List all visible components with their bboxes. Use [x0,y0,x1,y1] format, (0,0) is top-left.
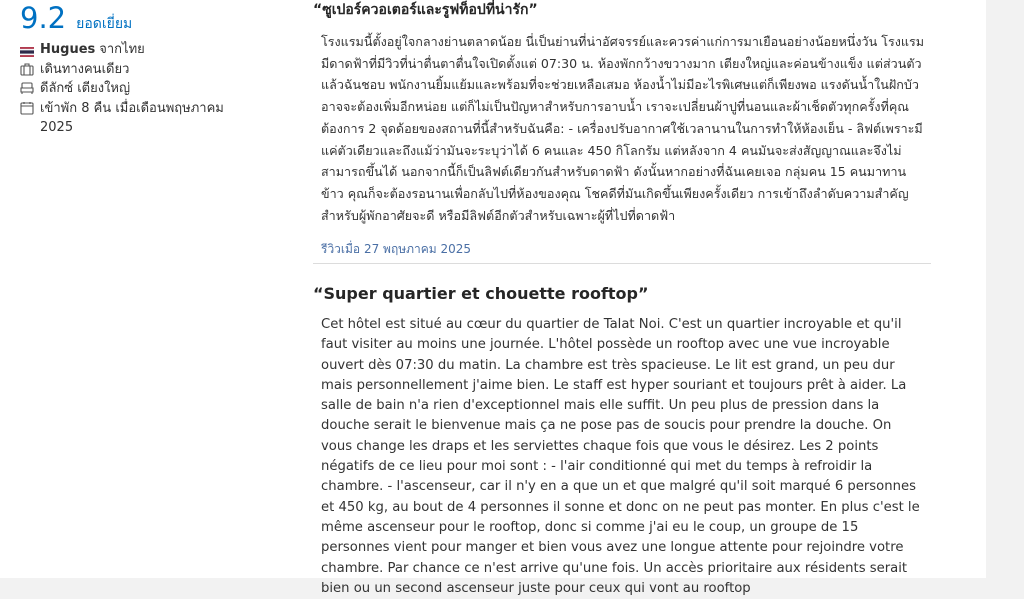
review-date: รีวิวเมื่อ 27 พฤษภาคม 2025 [321,242,472,257]
review-body: Cet hôtel est situé au cœur du quartier de Talat Noi. C'est un quartier incroyable et qu'il faut visiter au moins une journée. L'hôtel possède un rooftop avec une vue incroyable ouvert dès 07:30 du matin. La chambre est très spacieuse. Le lit est grand, un peu dur mais personnellement j'aime bien. Le staff est hyper souriant et toujours prêt à aider. La salle de bain n'a rien d'exceptionnel mais elle suffit. Un peu plus de pression dans la douche serait le bienvenue mais ça ne pose pas de soucis pour prendre la douche. On vous change les draps et les serviettes chaque fois que vous le désirez. Les 2 points négatifs de ce lieu pour moi sont : - l'air conditionné qui met du temps à refroidir la chambre. - l'ascenseur, car il n'y en a que un et que malgré qu'il soit marqué 6 personnes et 450 kg, au bout de 4 personnes il sonne et donc on ne peut pas monter. En plus c'est le même ascenseur pour le rooftop, donc si comme j'ai eu le coup, un groupe de 15 personnes vient pour manger et bien vous avez une longue attente pour rejoindre votre chambre. Par chance ce n'est arrive qu'une fois. Un accès prioritaire aux résidents serait bien ou un second ascenseur juste pour ceux qui vont au rooftop [321,317,920,596]
calendar-icon [20,101,34,115]
room-type-row [20,79,260,99]
bed-icon [20,81,34,95]
room-type: ดีลักซ์ เตียงใหญ่ [40,81,131,96]
traveler-type-row [20,60,260,80]
reviewer-row [20,40,260,60]
thailand-flag-icon [20,45,34,59]
review-body: โรงแรมนี้ตั้งอยู่ใจกลางย่านตลาดน้อย นี่เป็นย่านที่น่าอัศจรรย์และควรค่าแก่การมาเยือนอย่างน้อยหนึ่งวัน โรงแรมมีดาดฟ้าที่มีวิวที่น่าตื่นตาตื่นใจเปิดตั้งแต่ 07:30 น. ห้องพักกว้างขวางมาก เตียงใหญ่และค่อนข้างแข็ง แต่ส่วนตัวแล้วฉันชอบ พนักงานยิ้มแย้มและพร้อมที่จะช่วยเหลือเสมอ ห้องน้ำไม่มีอะไรพิเศษแต่ก็เพียงพอ แรงดันน้ำในฝักบัวอาจจะต้องเพิ่มอีกหน่อย แต่ก็ไม่เป็นปัญหาสำหรับการอาบน้ำ เราจะเปลี่ยนผ้าปูที่นอนและผ้าเช็ดตัวทุกครั้งที่คุณต้องการ 2 จุดด้อยของสถานที่นี้สำหรับฉันคือ: - เครื่องปรับอากาศใช้เวลานานในการทำให้ห้องเย็น - ลิฟต์เพราะมีแค่ตัวเดียวและถึงแม้ว่ามันจะระบุว่าได้ 6 คนและ 450 กิโลกรัม แต่หลังจาก 4 คนมันจะส่งสัญญาณและจึงไม่สามารถขึ้นได้ นอกจากนี้ก็เป็นลิฟต์เดียวกันสำหรับดาดฟ้า ดังนั้นหากอย่างที่ฉันเคยเจอ กลุ่มคน 15 คนมาทานข้าว คุณก็จะต้องรอนานเพื่อกลับไปที่ห้องของคุณ โชคดีที่มันเกิดขึ้นเพียงครั้งเดียว การเข้าถึงลำดับความสำคัญสำหรับผู้พักอาศัยจะดี หรือมีลิฟต์อีกตัวสำหรับเฉพาะผู้ที่ไปที่ดาดฟ้า [321,34,925,223]
reviewer-country: จากไทย [99,42,145,57]
suitcase-icon [20,62,34,76]
stay-details: เข้าพัก 8 คืน เมื่อเดือนพฤษภาคม 2025 [40,100,224,135]
score-label: ยอดเยี่ยม [76,16,133,32]
score-value: 9.2 [20,1,67,35]
divider [313,263,931,264]
page-background [986,0,1024,578]
reviewer-panel [0,0,265,578]
review-score [20,0,132,36]
reviewer-name: Hugues [40,42,96,57]
review-card [265,0,986,596]
traveler-type: เดินทางคนเดียว [40,61,130,77]
review-thai [313,0,933,259]
stay-row [20,99,260,138]
review-french [313,283,933,599]
review-title: “ซูเปอร์ควอเตอร์และรูฟท็อปที่น่ารัก” [313,2,538,18]
reviewer-meta [20,40,260,138]
review-title: “Super quartier et chouette rooftop” [313,284,649,303]
